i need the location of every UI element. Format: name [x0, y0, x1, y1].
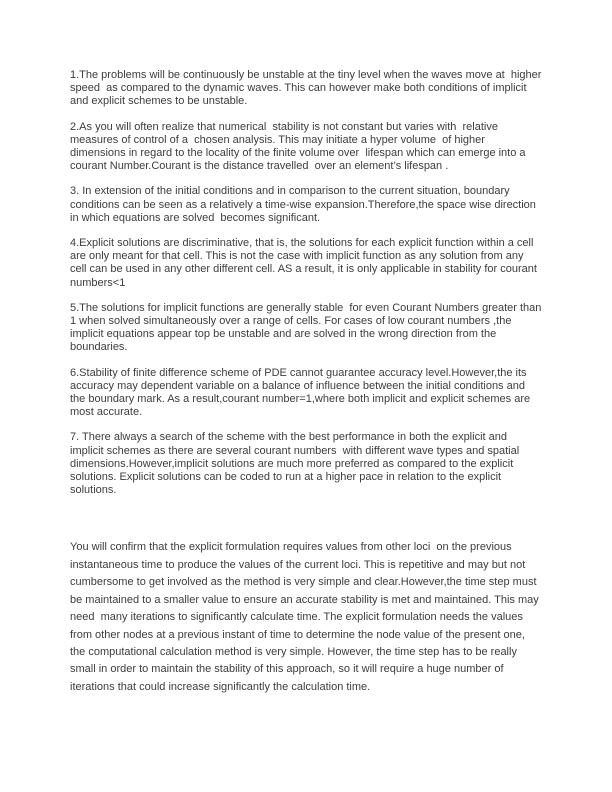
numbered-paragraph-2: 2.As you will often realize that numerical stability is not constant but varies with relative measures of control of a chosen analysis. This may initiate a hyper volume of higher dimensions in regard to the locality of the finite volume over lifespan which can emerge into a courant Number.Courant is the distance travelled over an element’s lifespan .: [70, 120, 529, 173]
numbered-paragraph-6: 6.Stability of finite difference scheme of PDE cannot guarantee accuracy level.However,the its accuracy may dependent variable on a balance of influence between the initial conditions and the boundary mark. As a result,courant number=1,where both implicit and explicit schemes are most accurate.: [70, 366, 534, 419]
numbered-paragraph-1: 1.The problems will be continuously be unstable at the tiny level when the waves move at higher speed as compared to the dynamic waves. This can however make both conditions of implicit and explicit schemes to be unstable.: [70, 69, 545, 108]
numbered-paragraph-4: 4.Explicit solutions are discriminative, that is, the solutions for each explicit function within a cell are only meant for that cell. This is not the case with implicit function as any solution from any cell can be used in any other different cell. AS a result, it is only applicable in stability for courant numbers<1: [70, 237, 541, 289]
numbered-paragraph-7: 7. There always a search of the scheme with the best performance in both the explicit and implicit schemes as there are several courant numbers with different wave types and spatial dimensions.However,implicit solutions are much more preferred as compared to the explicit solutions. Explicit solutions can be coded to run at a higher pace in relation to the explicit solutions.: [70, 431, 523, 497]
document-body: [70, 69, 545, 696]
numbered-paragraph-3: 3. In extension of the initial conditions and in comparison to the current situation, boundary conditions can be seen as a relatively a time-wise expansion.Therefore,the space wise direction in which equations are solved becomes significant.: [70, 185, 539, 224]
closing-paragraph: You will confirm that the explicit formulation requires values from other loci on the previous instantaneous time to produce the values of the current loci. This is repetitive and may but not cumbersome to get involved as the method is very simple and clear.However,the time step must be maintained to a smaller value to ensure an accurate stability is met and maintained. This may need many iterations to significantly calculate time. The explicit formulation needs the values from other nodes at a previous instant of time to determine the node value of the present one, the computational calculation method is very simple. However, the time step has to be really small in order to maintain the stability of this approach, so it will require a huge number of iterations that could increase significantly the calculation time.: [70, 541, 542, 693]
numbered-paragraph-5: 5.The solutions for implicit functions are generally stable for even Courant Numbers greater than 1 when solved simultaneously over a range of cells. For cases of low courant numbers ,the implicit equations appear top be unstable and are solved in the wrong direction from the boundaries.: [70, 301, 545, 354]
